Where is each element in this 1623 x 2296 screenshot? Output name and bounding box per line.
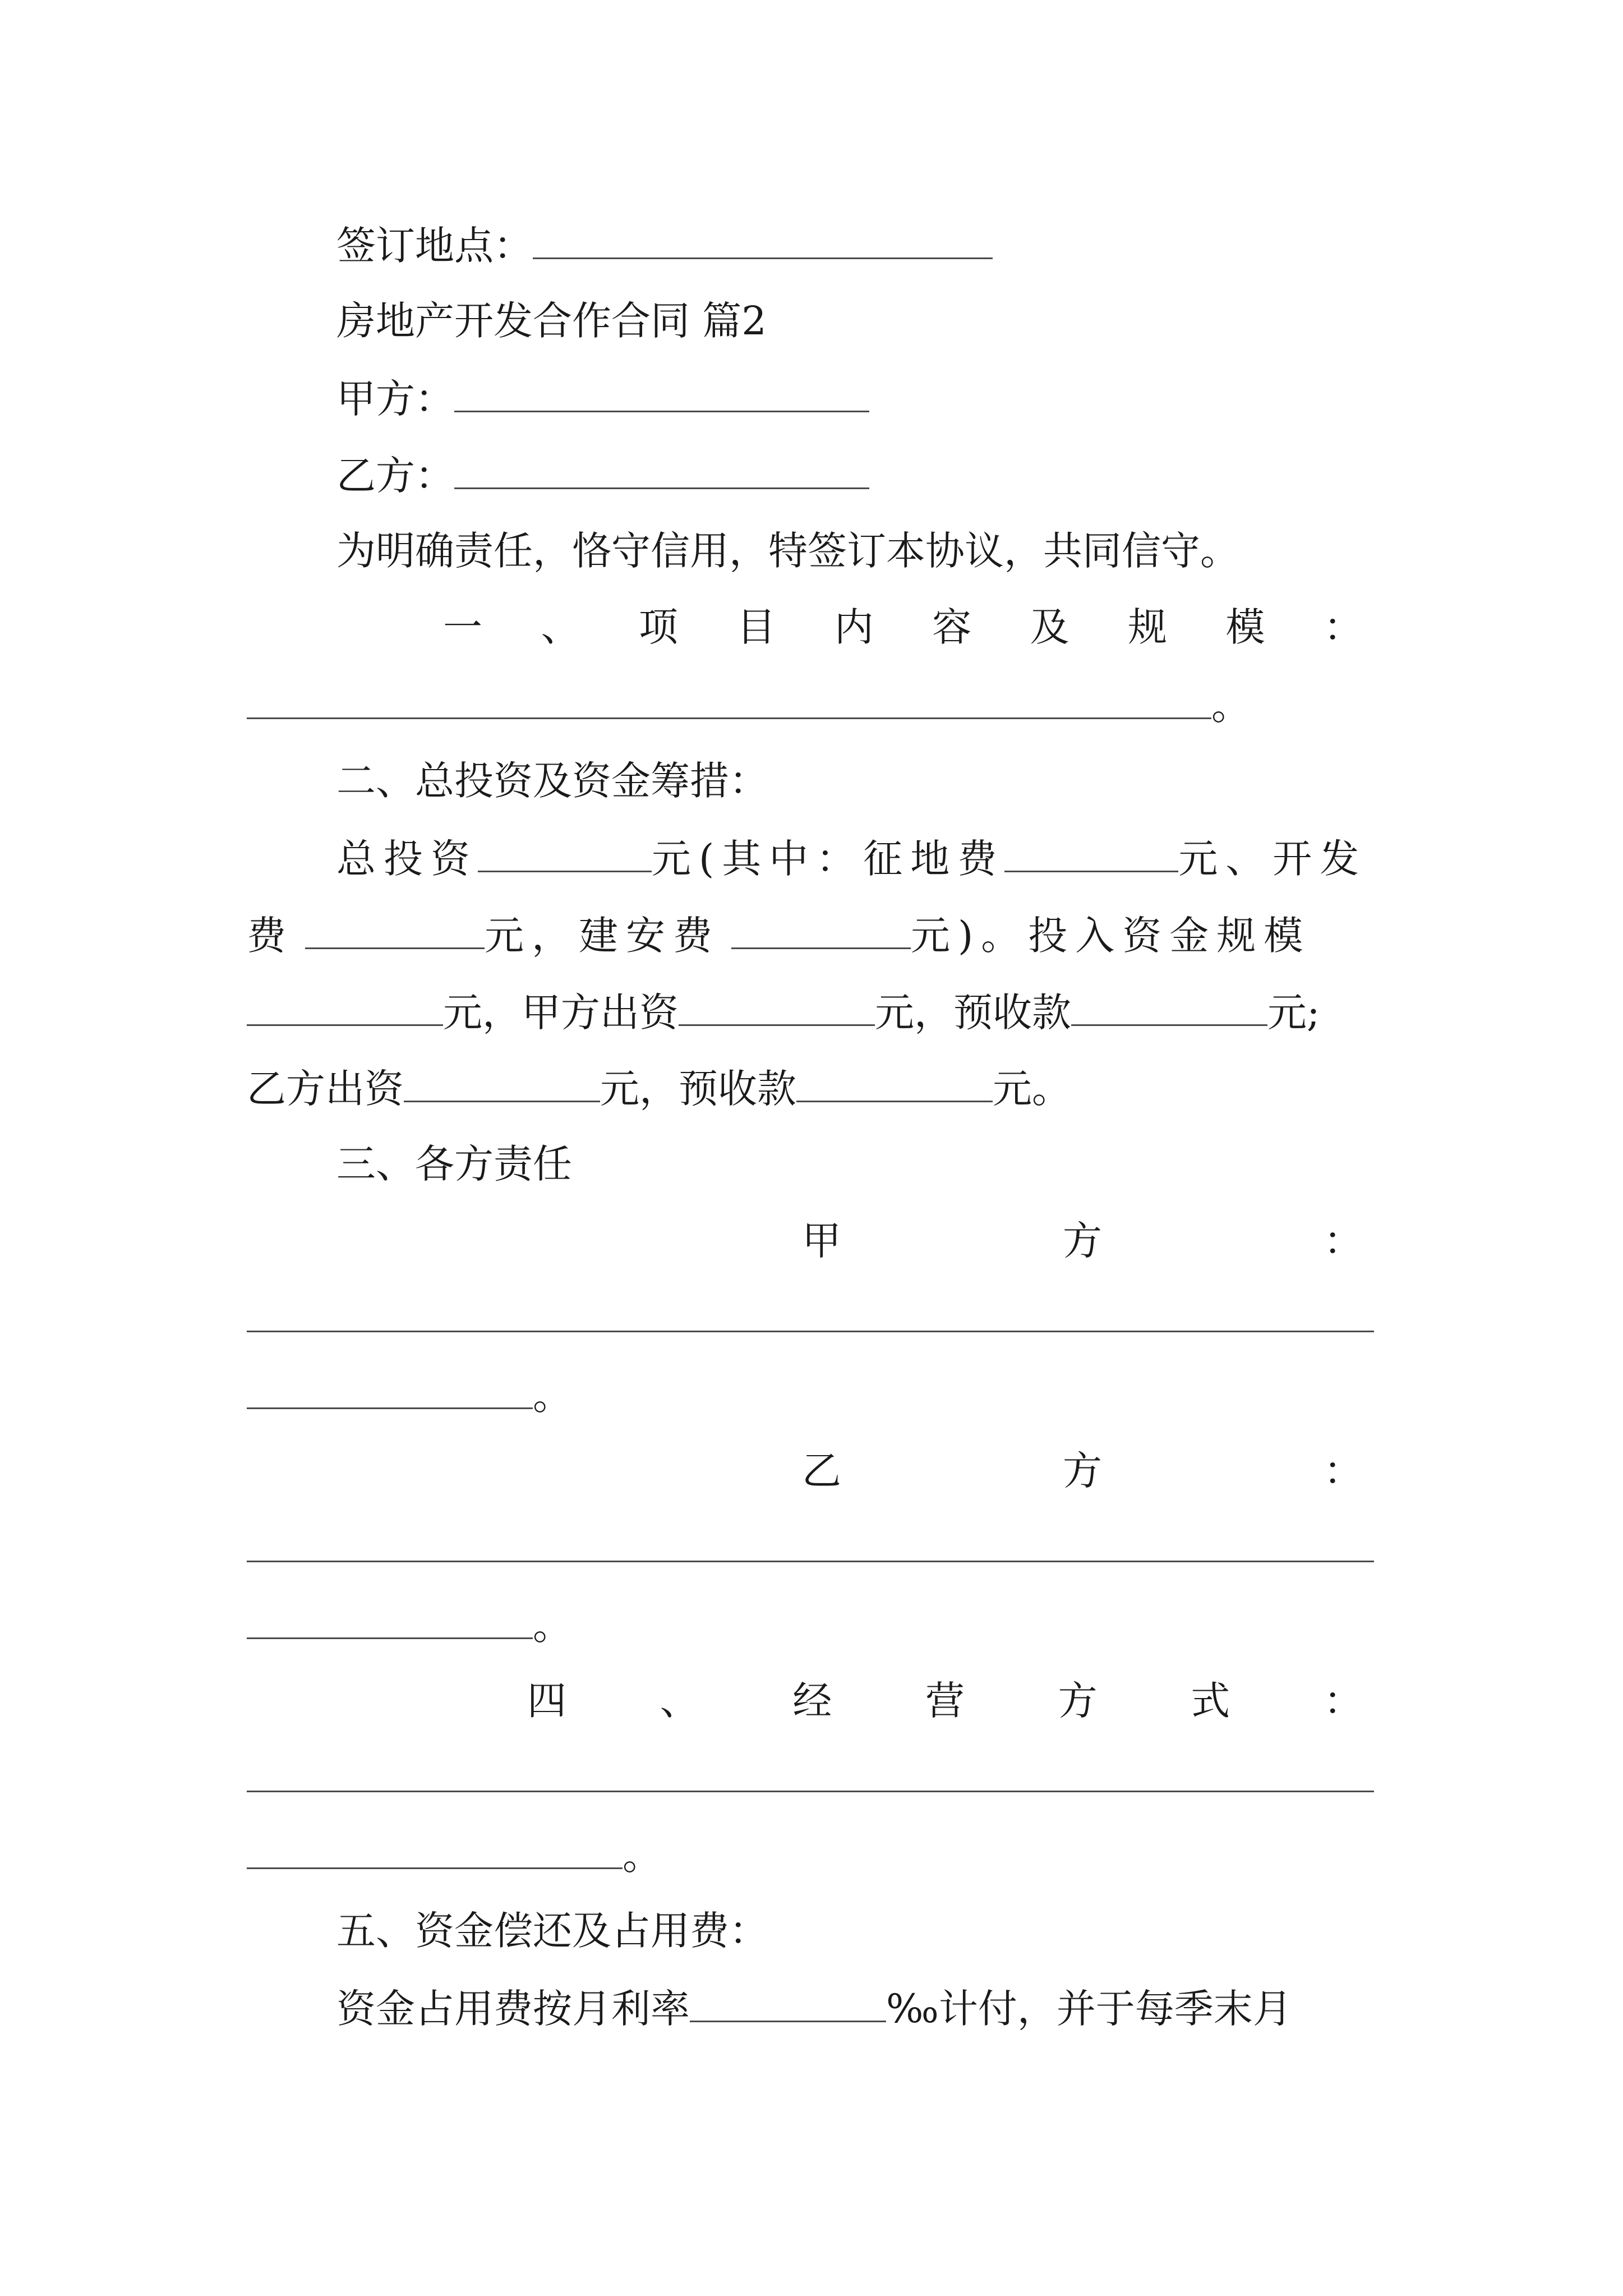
- capital-scale-blank[interactable]: [247, 983, 443, 1026]
- signing-place-blank[interactable]: [533, 216, 993, 259]
- total-investment-blank[interactable]: [478, 829, 652, 872]
- section-2-heading: 二、总投资及资金筹措：: [336, 758, 768, 804]
- section-4-blank-2: 。: [247, 1826, 1391, 1882]
- section-4-blank-1: [247, 1749, 1391, 1805]
- operation-mode-blank-1[interactable]: [247, 1749, 1374, 1792]
- land-fee-blank[interactable]: [1004, 829, 1178, 872]
- party-a-blank[interactable]: [454, 369, 869, 412]
- document-title: 房地产开发合作合同 篇2: [336, 298, 767, 344]
- party-b-duty-blank-2[interactable]: [247, 1596, 533, 1639]
- party-a-duty-blank-1[interactable]: [247, 1289, 1374, 1332]
- investment-line-1: 总投资 元(其中：征地费 元、开发: [336, 829, 1391, 885]
- section-3-party-a-blank-2: 。: [247, 1366, 1391, 1422]
- section-1-blank-line: 。: [247, 676, 1391, 732]
- section-1-heading: 一 、 项 目 内 容 及 规 模 ：: [443, 604, 1363, 650]
- section-1-blank[interactable]: [247, 676, 1211, 719]
- investment-line-4: 乙方出资 元，预收款 元。: [247, 1059, 1391, 1115]
- party-a-label: 甲方：: [336, 376, 454, 422]
- party-b-line: [336, 446, 1391, 502]
- section-3-party-a-blank-1: [247, 1289, 1391, 1345]
- monthly-rate-blank[interactable]: [690, 1979, 886, 2022]
- section-4-heading: 四 、 经 营 方 式 ：: [527, 1678, 1363, 1724]
- section-3-party-b-blank-1: [247, 1519, 1391, 1575]
- section-3-party-b-heading: 乙 方 ：: [802, 1448, 1363, 1494]
- section-3-party-b-blank-2: 。: [247, 1596, 1391, 1652]
- operation-mode-blank-2[interactable]: [247, 1826, 623, 1869]
- party-b-advance-blank[interactable]: [796, 1059, 993, 1102]
- party-a-line: [336, 369, 1391, 425]
- party-a-duty-blank-2[interactable]: [247, 1366, 533, 1409]
- section-5-line-1: 资金占用费按月利率 ‰计付，并于每季末月: [336, 1979, 1391, 2035]
- party-b-label: 乙方：: [336, 453, 454, 499]
- section-3-party-a-heading: 甲 方 ：: [802, 1218, 1363, 1264]
- section-5-heading: 五、资金偿还及占用费：: [336, 1908, 768, 1954]
- signing-place-line: [336, 216, 1391, 272]
- section-3-heading: 三、各方责任: [336, 1141, 572, 1187]
- party-a-capital-blank[interactable]: [679, 983, 875, 1026]
- signing-place-label: 签订地点：: [336, 223, 533, 269]
- investment-line-3: 元，甲方出资 元，预收款 元;: [247, 983, 1391, 1039]
- preamble: 为明确责任，恪守信用，特签订本协议，共同信守。: [336, 528, 1239, 574]
- development-fee-blank[interactable]: [305, 906, 485, 949]
- party-b-duty-blank-1[interactable]: [247, 1519, 1374, 1562]
- investment-line-2: 费 元，建安费 元)。投入资金规模: [247, 906, 1391, 962]
- party-b-blank[interactable]: [454, 446, 869, 489]
- party-b-capital-blank[interactable]: [404, 1059, 600, 1102]
- construction-fee-blank[interactable]: [731, 906, 911, 949]
- party-a-advance-blank[interactable]: [1071, 983, 1267, 1026]
